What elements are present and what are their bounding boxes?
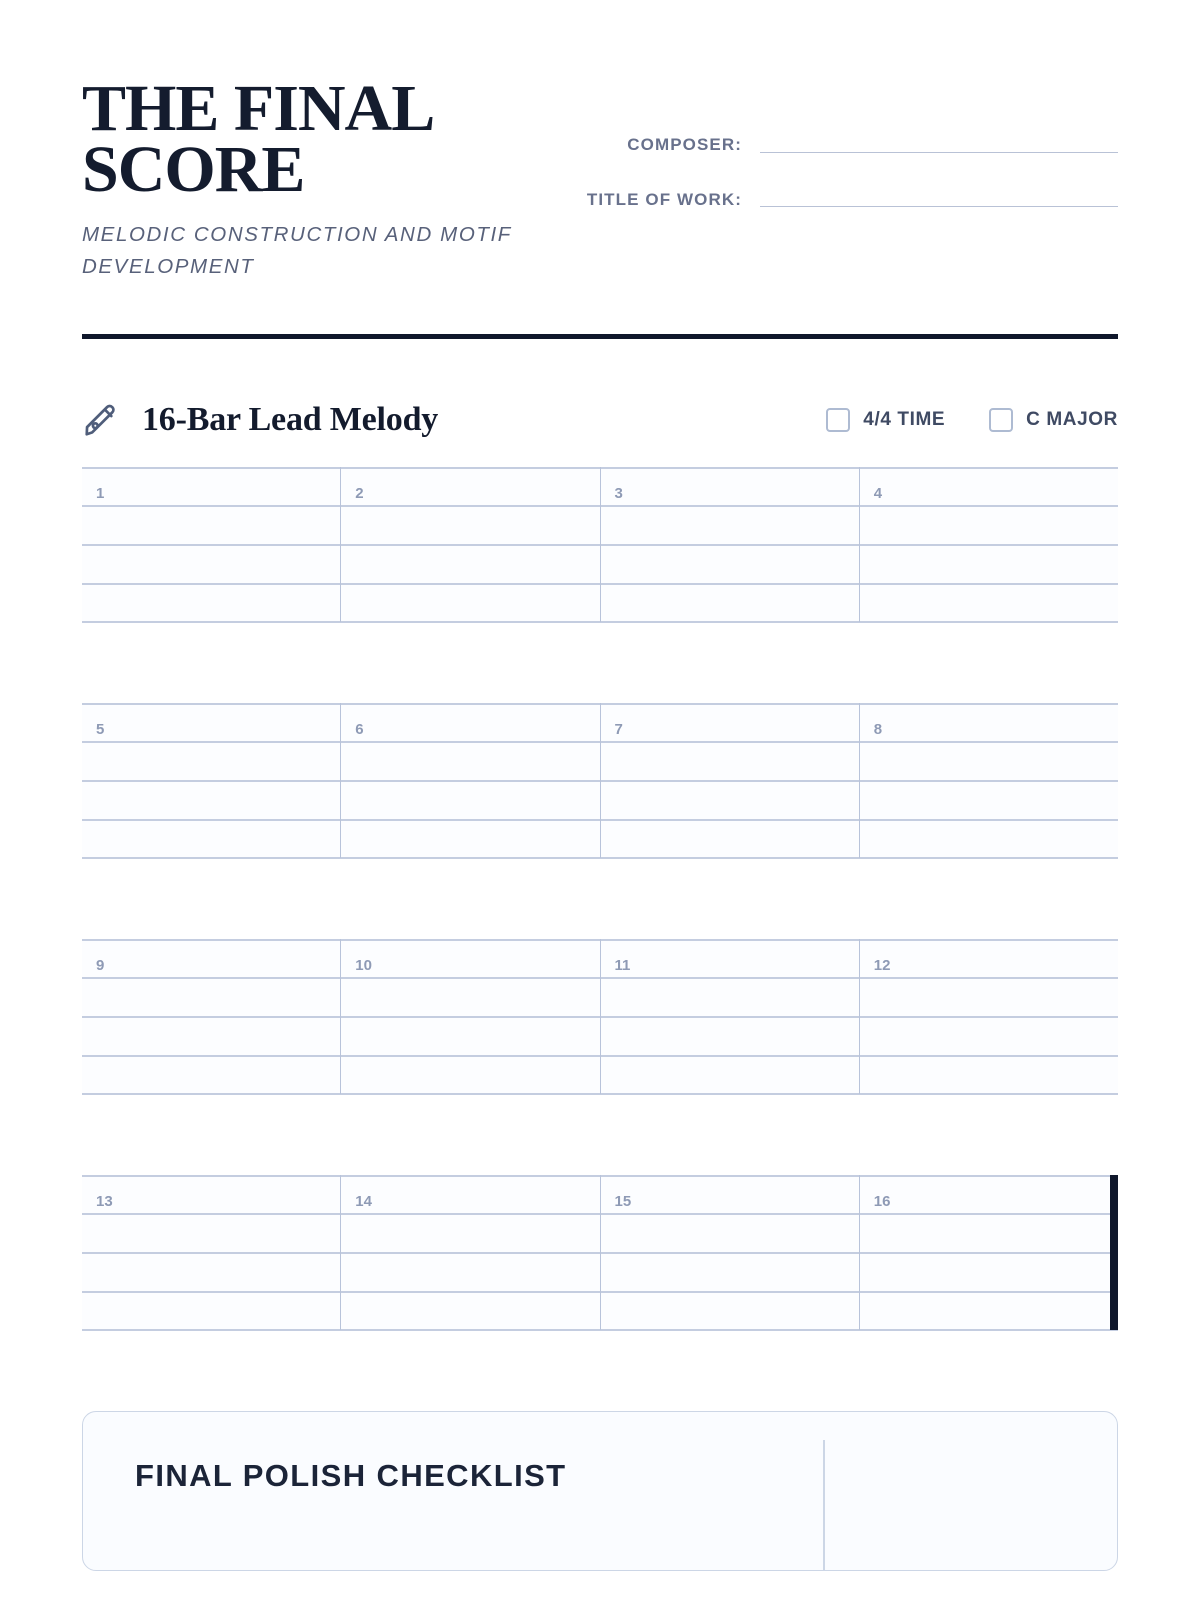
measure[interactable] — [340, 703, 599, 858]
measure[interactable] — [859, 1175, 1118, 1330]
title-field-row — [552, 189, 1118, 213]
measure-number: 2 — [355, 485, 364, 503]
header-divider — [82, 334, 1118, 339]
section-header-right — [826, 408, 1118, 432]
measure[interactable] — [600, 939, 859, 1094]
chip-time-signature-label: 4/4 TIME — [863, 409, 946, 431]
measure-bars — [82, 467, 1118, 622]
composer-input[interactable] — [760, 152, 1118, 153]
measure[interactable] — [340, 939, 599, 1094]
checklist-title: FINAL POLISH CHECKLIST — [135, 1458, 567, 1494]
measure-number: 9 — [96, 957, 105, 975]
stave-row-2[interactable] — [82, 703, 1118, 858]
measure-number: 5 — [96, 721, 105, 739]
measure[interactable] — [82, 1175, 340, 1330]
measure[interactable] — [340, 1175, 599, 1330]
composer-field-row — [552, 134, 1118, 159]
final-polish-checklist-card — [82, 1411, 1118, 1571]
measure[interactable] — [600, 703, 859, 858]
chip-time-signature[interactable] — [826, 408, 945, 432]
stave-group — [82, 467, 1118, 1330]
measure-bars — [82, 939, 1118, 1094]
measure[interactable] — [859, 467, 1118, 622]
measure-number: 7 — [614, 721, 623, 739]
measure-number: 13 — [96, 1193, 113, 1211]
measure-number: 12 — [873, 957, 891, 975]
measure[interactable] — [82, 703, 340, 858]
checkbox-icon[interactable] — [826, 408, 850, 432]
measure-number: 3 — [614, 485, 623, 503]
chip-key-signature-label: C MAJOR — [1026, 409, 1118, 431]
page-subtitle: MELODIC CONSTRUCTION AND MOTIF DEVELOPMENT — [82, 222, 512, 278]
page-header — [82, 0, 1118, 282]
measure[interactable] — [82, 939, 340, 1094]
measure[interactable] — [600, 1175, 859, 1330]
section-title: 16-Bar Lead Melody — [142, 401, 439, 439]
title-of-work-input[interactable] — [760, 206, 1118, 207]
stave-row-4[interactable] — [82, 1175, 1118, 1330]
measure[interactable] — [859, 939, 1118, 1094]
measure-number: 6 — [355, 721, 364, 739]
measure-number: 8 — [873, 721, 883, 739]
measure[interactable] — [82, 467, 340, 622]
measure-number: 1 — [96, 485, 105, 503]
measure-number: 15 — [614, 1193, 632, 1211]
measure-number: 10 — [355, 957, 372, 975]
measure-number: 11 — [614, 957, 631, 975]
title-of-work-label: TITLE OF WORK: — [586, 189, 742, 209]
chip-key-signature[interactable] — [989, 408, 1118, 432]
section-header — [82, 401, 1118, 439]
stave-row-1[interactable] — [82, 467, 1118, 622]
section-header-left — [82, 401, 438, 439]
pen-nib-icon — [82, 401, 120, 439]
checklist-column-divider — [823, 1440, 825, 1571]
composer-label: COMPOSER: — [627, 135, 742, 154]
brand-block — [82, 72, 552, 282]
measure-number: 14 — [355, 1193, 372, 1211]
measure[interactable] — [859, 703, 1118, 858]
final-barline — [1110, 1175, 1118, 1330]
measure-bars — [82, 1175, 1118, 1330]
measure-number: 4 — [873, 485, 883, 503]
stave-row-3[interactable] — [82, 939, 1118, 1094]
measure[interactable] — [600, 467, 859, 622]
page-title: THE FINAL SCORE — [82, 72, 431, 207]
measure-bars — [82, 703, 1118, 858]
meta-fields — [552, 78, 1118, 243]
measure[interactable] — [340, 467, 599, 622]
measure-number: 16 — [873, 1193, 891, 1211]
checkbox-icon[interactable] — [989, 408, 1013, 432]
